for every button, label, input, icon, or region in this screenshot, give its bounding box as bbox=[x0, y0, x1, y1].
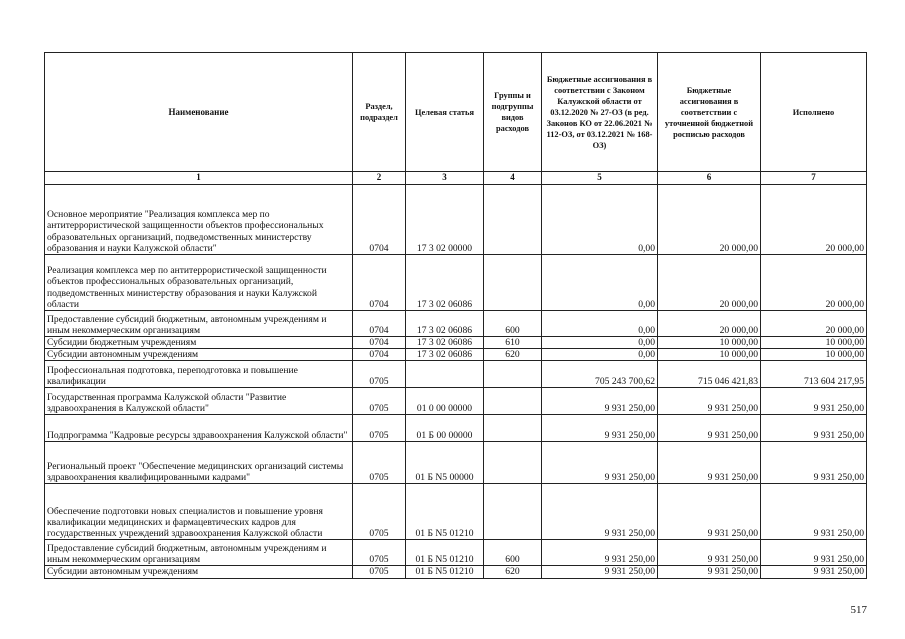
row-celevaya: 17 3 02 06086 bbox=[406, 349, 484, 361]
column-number: 2 bbox=[353, 172, 406, 185]
row-razdel: 0704 bbox=[353, 311, 406, 337]
row-ispolneno: 20 000,00 bbox=[761, 311, 867, 337]
column-number: 5 bbox=[542, 172, 658, 185]
row-celevaya: 01 Б N5 00000 bbox=[406, 442, 484, 484]
row-zakon: 9 931 250,00 bbox=[542, 442, 658, 484]
row-zakon: 0,00 bbox=[542, 185, 658, 255]
header-name: Наименование bbox=[45, 53, 353, 172]
row-vid bbox=[484, 361, 542, 388]
row-razdel: 0705 bbox=[353, 388, 406, 415]
table-row bbox=[45, 255, 867, 311]
row-celevaya: 01 Б N5 01210 bbox=[406, 540, 484, 566]
row-utochn: 9 931 250,00 bbox=[658, 442, 761, 484]
row-vid bbox=[484, 185, 542, 255]
row-ispolneno: 9 931 250,00 bbox=[761, 566, 867, 578]
row-name: Реализация комплекса мер по антитеррористической защищенности объектов профессиональных образовательных организаций, подведомственных министерству образования и науки Калужской области bbox=[45, 255, 353, 311]
column-numbers-row bbox=[45, 172, 867, 185]
row-ispolneno: 10 000,00 bbox=[761, 349, 867, 361]
row-zakon: 9 931 250,00 bbox=[542, 484, 658, 540]
row-name: Субсидии автономным учреждениям bbox=[45, 566, 353, 578]
row-name: Обеспечение подготовки новых специалистов и повышение уровня квалификации медицинских и фармацевтических кадров для государственных учреждений здравоохранения Калужской области bbox=[45, 484, 353, 540]
row-razdel: 0704 bbox=[353, 185, 406, 255]
row-name: Предоставление субсидий бюджетным, автономным учреждениям и иным некоммерческим организациям bbox=[45, 311, 353, 337]
row-ispolneno: 10 000,00 bbox=[761, 337, 867, 349]
row-name: Субсидии бюджетным учреждениям bbox=[45, 337, 353, 349]
row-celevaya: 01 Б N5 01210 bbox=[406, 484, 484, 540]
row-utochn: 9 931 250,00 bbox=[658, 540, 761, 566]
table-row bbox=[45, 442, 867, 484]
row-razdel: 0705 bbox=[353, 415, 406, 442]
table-row bbox=[45, 484, 867, 540]
column-number: 7 bbox=[761, 172, 867, 185]
table-row bbox=[45, 311, 867, 337]
header-ispolneno: Исполнено bbox=[761, 53, 867, 172]
row-vid bbox=[484, 415, 542, 442]
row-zakon: 9 931 250,00 bbox=[542, 540, 658, 566]
page-number: 517 bbox=[850, 604, 867, 616]
row-vid: 610 bbox=[484, 337, 542, 349]
row-razdel: 0705 bbox=[353, 361, 406, 388]
row-utochn: 9 931 250,00 bbox=[658, 388, 761, 415]
header-utochn: Бюджетные ассигнования в соответствии с уточненной бюджетной росписью расходов bbox=[658, 53, 761, 172]
row-razdel: 0704 bbox=[353, 255, 406, 311]
row-razdel: 0705 bbox=[353, 540, 406, 566]
row-celevaya: 17 3 02 00000 bbox=[406, 185, 484, 255]
row-razdel: 0705 bbox=[353, 566, 406, 578]
row-zakon: 0,00 bbox=[542, 349, 658, 361]
row-celevaya: 01 0 00 00000 bbox=[406, 388, 484, 415]
row-celevaya: 17 3 02 06086 bbox=[406, 311, 484, 337]
row-zakon: 0,00 bbox=[542, 311, 658, 337]
row-ispolneno: 20 000,00 bbox=[761, 255, 867, 311]
table-row bbox=[45, 361, 867, 388]
row-name: Предоставление субсидий бюджетным, автономным учреждениям и иным некоммерческим организациям bbox=[45, 540, 353, 566]
budget-table bbox=[44, 52, 867, 579]
row-zakon: 0,00 bbox=[542, 337, 658, 349]
row-zakon: 9 931 250,00 bbox=[542, 566, 658, 578]
row-ispolneno: 20 000,00 bbox=[761, 185, 867, 255]
table-row bbox=[45, 540, 867, 566]
column-number: 1 bbox=[45, 172, 353, 185]
row-zakon: 0,00 bbox=[542, 255, 658, 311]
row-vid bbox=[484, 255, 542, 311]
row-utochn: 20 000,00 bbox=[658, 185, 761, 255]
row-ispolneno: 9 931 250,00 bbox=[761, 415, 867, 442]
row-vid bbox=[484, 388, 542, 415]
row-ispolneno: 9 931 250,00 bbox=[761, 388, 867, 415]
table-row bbox=[45, 566, 867, 578]
row-razdel: 0704 bbox=[353, 349, 406, 361]
header-razdel: Раздел, подраздел bbox=[353, 53, 406, 172]
header-celevaya: Целевая статья bbox=[406, 53, 484, 172]
row-utochn: 9 931 250,00 bbox=[658, 484, 761, 540]
row-name: Подпрограмма "Кадровые ресурсы здравоохранения Калужской области" bbox=[45, 415, 353, 442]
row-ispolneno: 9 931 250,00 bbox=[761, 442, 867, 484]
row-celevaya bbox=[406, 361, 484, 388]
row-vid: 600 bbox=[484, 540, 542, 566]
header-zakon: Бюджетные ассигнования в соответствии с Законом Калужской области от 03.12.2020 № 27-ОЗ (в ред. Законов КО от 22.06.2021 № 112-ОЗ, от 03.12.2021 № 168-ОЗ) bbox=[542, 53, 658, 172]
row-name: Основное мероприятие "Реализация комплекса мер по антитеррористической защищенности объектов профессиональных образовательных организаций, подведомственных министерству образования и науки Калужской области" bbox=[45, 185, 353, 255]
row-celevaya: 17 3 02 06086 bbox=[406, 337, 484, 349]
table-row bbox=[45, 349, 867, 361]
row-vid: 620 bbox=[484, 566, 542, 578]
row-vid bbox=[484, 484, 542, 540]
row-utochn: 20 000,00 bbox=[658, 255, 761, 311]
row-utochn: 9 931 250,00 bbox=[658, 415, 761, 442]
row-vid bbox=[484, 442, 542, 484]
row-name: Региональный проект "Обеспечение медицинских организаций системы здравоохранения квалифицированными кадрами" bbox=[45, 442, 353, 484]
row-ispolneno: 9 931 250,00 bbox=[761, 540, 867, 566]
row-name: Государственная программа Калужской области "Развитие здравоохранения в Калужской области" bbox=[45, 388, 353, 415]
row-utochn: 715 046 421,83 bbox=[658, 361, 761, 388]
row-razdel: 0705 bbox=[353, 442, 406, 484]
row-ispolneno: 713 604 217,95 bbox=[761, 361, 867, 388]
row-utochn: 10 000,00 bbox=[658, 337, 761, 349]
row-utochn: 10 000,00 bbox=[658, 349, 761, 361]
column-number: 6 bbox=[658, 172, 761, 185]
row-zakon: 9 931 250,00 bbox=[542, 388, 658, 415]
row-zakon: 705 243 700,62 bbox=[542, 361, 658, 388]
row-ispolneno: 9 931 250,00 bbox=[761, 484, 867, 540]
row-name: Субсидии автономным учреждениям bbox=[45, 349, 353, 361]
row-razdel: 0705 bbox=[353, 484, 406, 540]
row-vid: 620 bbox=[484, 349, 542, 361]
table-row bbox=[45, 185, 867, 255]
row-utochn: 9 931 250,00 bbox=[658, 566, 761, 578]
row-celevaya: 01 Б N5 01210 bbox=[406, 566, 484, 578]
row-razdel: 0704 bbox=[353, 337, 406, 349]
row-celevaya: 17 3 02 06086 bbox=[406, 255, 484, 311]
row-zakon: 9 931 250,00 bbox=[542, 415, 658, 442]
table-row bbox=[45, 388, 867, 415]
row-utochn: 20 000,00 bbox=[658, 311, 761, 337]
row-name: Профессиональная подготовка, переподготовка и повышение квалификации bbox=[45, 361, 353, 388]
row-vid: 600 bbox=[484, 311, 542, 337]
table-row bbox=[45, 415, 867, 442]
column-number: 4 bbox=[484, 172, 542, 185]
row-celevaya: 01 Б 00 00000 bbox=[406, 415, 484, 442]
table-row bbox=[45, 337, 867, 349]
column-number: 3 bbox=[406, 172, 484, 185]
header-gruppy: Группы и подгруппы видов расходов bbox=[484, 53, 542, 172]
